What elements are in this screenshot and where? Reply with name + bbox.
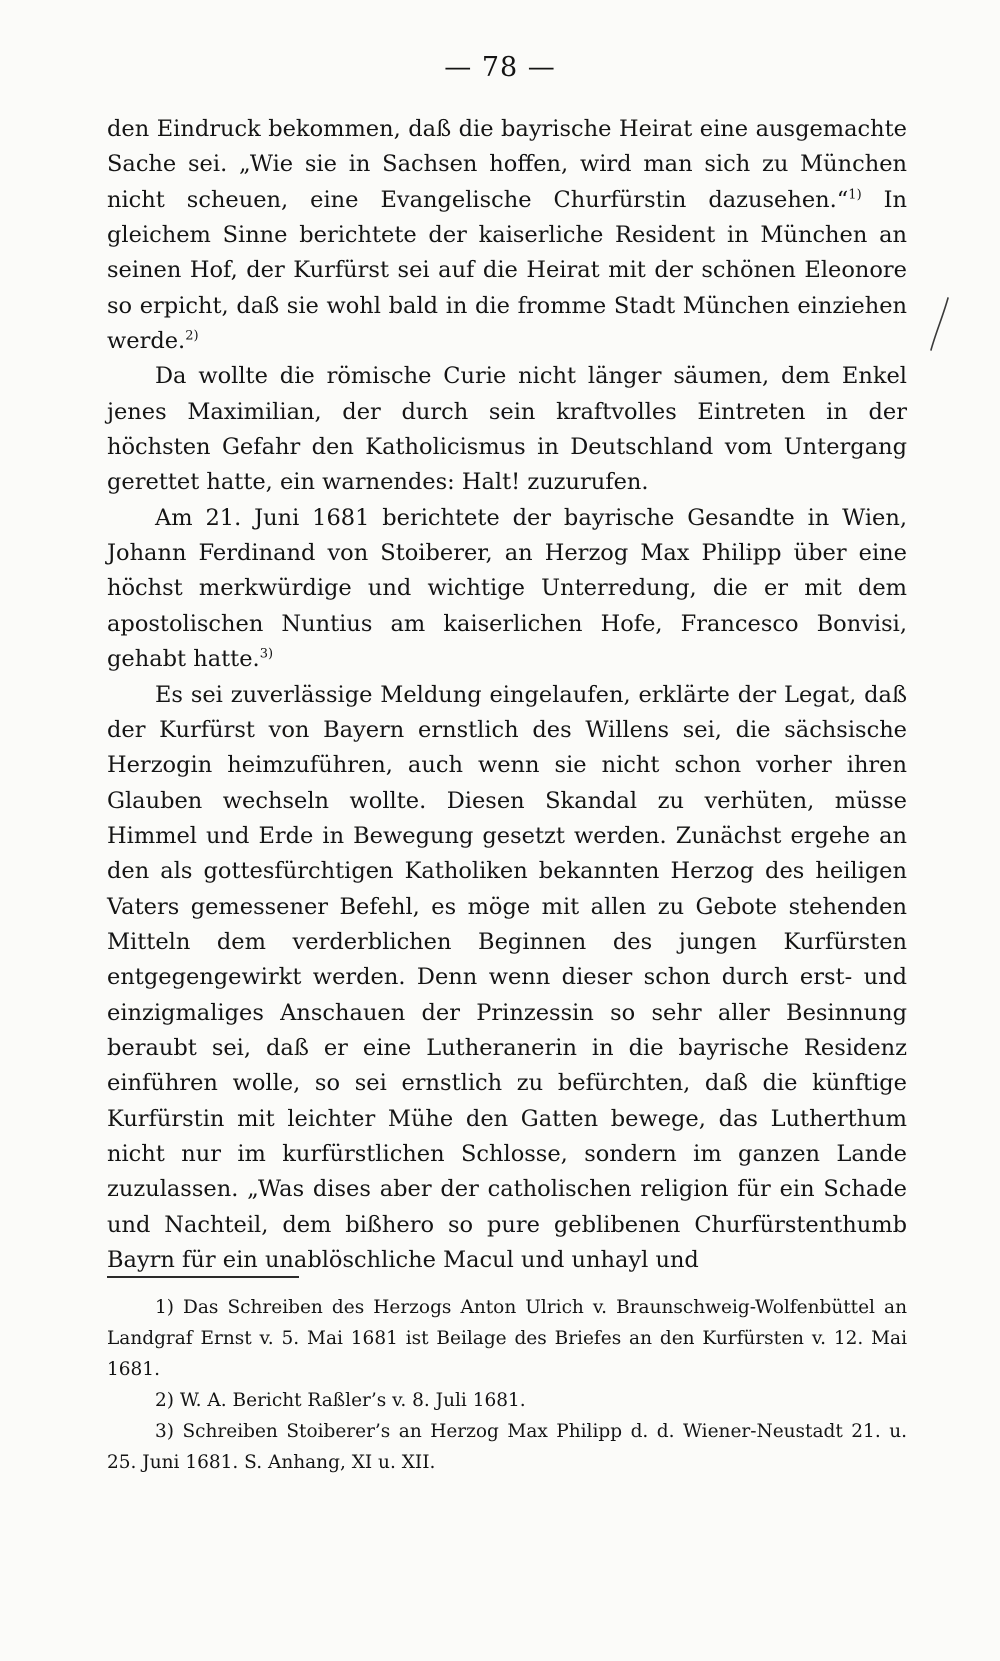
paragraph-2-text: Da wollte die römische Curie nicht länger säumen, dem Enkel jenes Maximilian, der durch sein kraftvolles Eintreten in der höchsten Gefahr den Katholicismus in Deutschland vom Untergang gerettet hatte, ein warnendes: Halt! zuzurufen. xyxy=(107,363,907,496)
page-number: — 78 — xyxy=(444,52,556,83)
footnote-ref-1: 1) xyxy=(848,187,862,203)
paragraph-1-text-a: den Eindruck bekommen, daß die bayrische Heirat eine ausgemachte Sache sei. „Wie sie in Sachsen hoffen, wird man sich zu München nicht scheuen, eine Evangelische Churfürstin dazusehen.“ xyxy=(107,116,907,213)
footnote-divider xyxy=(107,1276,299,1278)
paragraph-3 xyxy=(107,501,907,678)
paragraph-4-text: Es sei zuverlässige Meldung eingelaufen, erklärte der Legat, daß der Kurfürst von Bayern ernstlich des Willens sei, die sächsische Herzogin heimzuführen, auch wenn sie nicht schon vorher ihren Glauben wechseln wollte. Diesen Skandal zu verhüten, müsse Himmel und Erde in Bewegung gesetzt werden. Zunächst ergehe an den als gottesfürchtigen Katholiken bekannten Herzog des heiligen Vaters gemessener Befehl, es möge mit allen zu Gebote stehenden Mitteln dem verderblichen Beginnen des jungen Kurfürsten entgegengewirkt werden. Denn wenn dieser schon durch erst- und einzigmaliges Anschauen der Prinzessin so sehr aller Besinnung beraubt sei, daß er eine Lutheranerin in die bayrische Residenz einführen wolle, so sei ernstlich zu befürchten, daß die künftige Kurfürstin mit leichter Mühe den Gatten bewege, das Lutherthum nicht nur im kurfürstlichen Schlosse, sondern im ganzen Lande zuzulassen. „Was dises aber der catholischen religion für ein Schade und Nachteil, dem bißhero so pure geblibenen Churfürstenthumb Bayrn für ein unablöschliche Macul und unhayl und xyxy=(107,681,907,1273)
footnotes xyxy=(107,1292,907,1478)
footnote-2: 2) W. A. Bericht Raßler’s v. 8. Juli 1681. xyxy=(155,1390,526,1411)
footnote-ref-2: 2) xyxy=(185,328,199,344)
paragraph-4 xyxy=(107,678,907,1279)
paragraph-1 xyxy=(107,112,907,359)
footnote-ref-3: 3) xyxy=(259,646,274,662)
paragraph-3-text: Am 21. Juni 1681 berichtete der bayrische Gesandte in Wien, Johann Ferdinand von Stoiberer, an Herzog Max Philipp über eine höchst merkwürdige und wichtige Unterredung, die er mit dem apostolischen Nuntius am kaiserlichen Hofe, Francesco Bonvisi, gehabt hatte. xyxy=(107,504,907,673)
paragraph-1-text-b: In gleichem Sinne berichtete der kaiserliche Resident in München an seinen Hof, der Kurfürst sei auf die Heirat mit der schönen Eleonore so erpicht, daß sie wohl bald in die fromme Stadt München einziehen werde. xyxy=(107,186,907,355)
body-text xyxy=(107,112,907,1278)
paragraph-2 xyxy=(107,359,907,500)
margin-pencil-mark xyxy=(928,296,952,352)
footnote-3: 3) Schreiben Stoiberer’s an Herzog Max Philipp d. d. Wiener-Neustadt 21. u. 25. Juni 1681. S. Anhang, XI u. XII. xyxy=(107,1421,907,1473)
footnote-1: 1) Das Schreiben des Herzogs Anton Ulrich v. Braunschweig-Wolfenbüttel an Landgraf Ernst v. 5. Mai 1681 ist Beilage des Briefes an den Kurfürsten v. 12. Mai 1681. xyxy=(107,1297,907,1380)
